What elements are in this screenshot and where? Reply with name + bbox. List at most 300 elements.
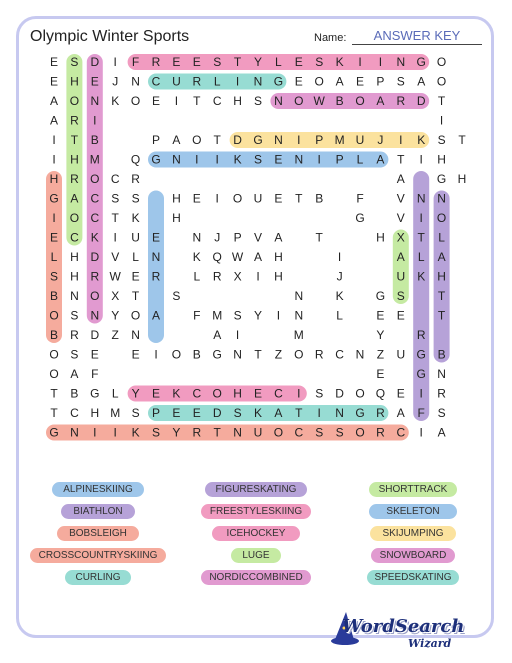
grid-letter: D xyxy=(212,406,222,420)
grid-letter: O xyxy=(49,367,59,381)
grid-letter: G xyxy=(436,172,447,186)
grid-letter: E xyxy=(151,230,161,245)
grid-letter: K xyxy=(131,211,140,225)
grid-letter: S xyxy=(315,55,324,69)
grid-letter: O xyxy=(436,211,447,225)
grid-letter: T xyxy=(437,289,446,303)
grid-letter: X xyxy=(111,289,120,303)
grid-letter: T xyxy=(111,211,119,225)
grid-letter: I xyxy=(235,74,240,89)
grid-letter: N xyxy=(437,191,446,206)
grid-letter: D xyxy=(416,94,426,108)
grid-letter: A xyxy=(396,250,405,264)
word-bank-item: SHORTTRACK xyxy=(369,482,457,497)
word-bank-item: ICEHOCKEY xyxy=(212,526,300,541)
grid-letter: A xyxy=(396,406,405,420)
grid-letter: L xyxy=(438,230,445,245)
grid-letter: I xyxy=(276,308,281,323)
grid-letter: X xyxy=(233,269,242,284)
grid-letter: K xyxy=(192,250,201,264)
grid-letter: N xyxy=(131,74,140,89)
grid-letter: D xyxy=(90,55,100,69)
grid-letter: A xyxy=(151,308,161,323)
grid-letter: J xyxy=(377,133,384,147)
word-bank-item: FIGURESKATING xyxy=(205,482,307,497)
grid-letter: H xyxy=(457,172,467,186)
grid-letter: A xyxy=(70,191,79,206)
grid-letter: H xyxy=(70,250,79,264)
grid-letter: A xyxy=(417,74,426,89)
grid-letter: C xyxy=(212,94,222,108)
grid-letter: N xyxy=(294,308,304,323)
grid-letter: R xyxy=(151,55,161,69)
grid-letter: N xyxy=(192,230,202,245)
grid-letter: W xyxy=(313,94,325,108)
grid-letter: E xyxy=(192,55,201,69)
grid-letter: U xyxy=(253,191,263,206)
grid-letter: C xyxy=(396,425,406,440)
grid-letter: R xyxy=(131,172,140,186)
grid-letter: A xyxy=(376,94,385,108)
grid-letter: D xyxy=(233,133,242,147)
grid-letter: H xyxy=(274,269,283,284)
grid-letter: O xyxy=(294,347,304,362)
grid-letter: C xyxy=(274,386,283,401)
grid-letter: Y xyxy=(172,425,181,440)
grid-letter: U xyxy=(131,230,140,245)
grid-letter: N xyxy=(294,289,304,303)
grid-letter: F xyxy=(356,191,364,206)
grid-letter: C xyxy=(294,425,304,440)
grid-letter: O xyxy=(273,425,284,440)
grid-letter: G xyxy=(273,74,284,89)
grid-letter: G xyxy=(49,425,59,440)
grid-letter: V xyxy=(396,211,405,225)
grid-letter: Q xyxy=(212,250,222,264)
grid-letter: B xyxy=(70,386,79,401)
grid-letter: E xyxy=(49,230,59,245)
grid-letter: M xyxy=(89,152,100,167)
grid-letter: A xyxy=(437,250,446,264)
grid-letter: O xyxy=(355,94,365,108)
grid-letter: H xyxy=(437,152,446,167)
grid-letter: F xyxy=(417,406,425,420)
grid-letter: D xyxy=(335,386,344,401)
grid-letter: K xyxy=(233,152,242,167)
grid-letter: K xyxy=(172,386,181,401)
grid-letter: G xyxy=(90,386,100,401)
grid-letter: R xyxy=(416,328,426,342)
grid-letter: S xyxy=(253,152,263,167)
grid-letter: Z xyxy=(274,347,283,362)
grid-letter: T xyxy=(254,347,262,362)
grid-letter: C xyxy=(70,230,79,245)
grid-letter: A xyxy=(274,406,283,420)
grid-letter: R xyxy=(90,269,100,284)
grid-letter: I xyxy=(235,328,240,342)
grid-letter: K xyxy=(417,133,426,147)
grid-letter: T xyxy=(131,289,140,303)
grid-letter: N xyxy=(253,74,263,89)
word-bank-item: CROSSCOUNTRYSKIING xyxy=(30,548,166,563)
grid-letter: I xyxy=(256,269,260,284)
grid-letter: A xyxy=(253,250,263,264)
grid-letter: A xyxy=(49,113,59,128)
grid-letter: L xyxy=(193,269,201,284)
grid-letter: K xyxy=(131,425,140,440)
grid-letter: V xyxy=(111,250,120,264)
grid-letter: O xyxy=(436,55,447,69)
word-bank-item: BIATHLON xyxy=(61,504,135,519)
grid-letter: N xyxy=(70,289,79,303)
grid-letter: A xyxy=(376,152,385,167)
grid-letter: P xyxy=(315,133,324,147)
grid-letter: E xyxy=(376,308,385,323)
grid-letter: N xyxy=(274,133,283,147)
grid-letter: I xyxy=(439,113,444,128)
word-bank-item: NORDICCOMBINED xyxy=(201,570,311,585)
grid-letter: C xyxy=(151,74,161,89)
grid-letter: M xyxy=(293,328,304,342)
grid-letter: E xyxy=(192,406,201,420)
grid-letter: I xyxy=(337,250,342,264)
grid-letter: S xyxy=(253,94,263,108)
grid-letter: R xyxy=(151,269,161,284)
grid-letter: O xyxy=(69,94,80,108)
word-bank-item: SKELETON xyxy=(369,504,457,519)
grid-letter: O xyxy=(49,308,59,323)
grid-letter: S xyxy=(49,269,59,284)
grid-letter: N xyxy=(151,250,161,264)
grid-letter: O xyxy=(355,425,365,440)
grid-letter: S xyxy=(70,55,79,69)
grid-letter: S xyxy=(151,425,161,440)
grid-letter: H xyxy=(49,172,59,186)
word-bank-item: CURLING xyxy=(65,570,131,585)
logo-subtext: Wizard xyxy=(408,637,452,650)
grid-letter: Z xyxy=(376,347,385,362)
grid-letter: A xyxy=(274,230,283,245)
grid-letter: V xyxy=(253,230,263,245)
grid-letter: P xyxy=(335,152,344,167)
word-bank-item: SPEEDSKATING xyxy=(367,570,459,585)
grid-letter: Y xyxy=(253,55,263,69)
grid-letter: C xyxy=(335,347,344,362)
grid-letter: K xyxy=(253,406,263,420)
grid-letter: O xyxy=(49,347,59,362)
grid-letter: I xyxy=(215,191,219,206)
grid-letter: G xyxy=(416,367,426,381)
grid-letter: S xyxy=(396,74,405,89)
grid-letter: G xyxy=(416,55,426,69)
grid-letter: I xyxy=(113,425,117,440)
grid-letter: H xyxy=(172,191,181,206)
grid-letter: U xyxy=(253,425,263,440)
grid-letter: C xyxy=(90,211,100,225)
grid-letter: B xyxy=(192,347,201,362)
grid-letter: I xyxy=(317,406,321,420)
grid-letter: I xyxy=(174,94,179,108)
grid-letter: T xyxy=(295,191,303,206)
grid-letter: K xyxy=(417,269,426,284)
grid-letter: R xyxy=(376,425,385,440)
grid-letter: S xyxy=(70,347,79,362)
grid-letter: O xyxy=(232,191,243,206)
grid-letter: E xyxy=(151,386,161,401)
grid-letter: N xyxy=(233,425,242,440)
grid-letter: L xyxy=(132,250,139,264)
grid-letter: N xyxy=(90,308,100,323)
grid-letter: N xyxy=(70,425,79,440)
grid-letter: B xyxy=(335,94,344,108)
grid-letter: H xyxy=(437,269,446,284)
grid-letter: H xyxy=(90,406,100,420)
page-title: Olympic Winter Sports xyxy=(30,28,190,45)
grid-letter: T xyxy=(315,230,323,245)
grid-letter: T xyxy=(193,94,201,108)
grid-letter: S xyxy=(315,386,324,401)
grid-letter: R xyxy=(437,386,446,401)
grid-letter: K xyxy=(335,289,344,303)
grid-letter: T xyxy=(50,386,58,401)
grid-letter: B xyxy=(49,289,59,303)
grid-letter: Y xyxy=(131,386,140,401)
grid-letter: S xyxy=(213,55,222,69)
grid-letter: E xyxy=(192,191,201,206)
grid-letter: P xyxy=(233,230,242,245)
grid-letter: E xyxy=(396,308,405,323)
grid-letter: V xyxy=(396,191,405,206)
grid-letter: R xyxy=(314,347,324,362)
grid-letter: S xyxy=(315,425,324,440)
grid-letter: K xyxy=(90,230,99,245)
grid-letter: E xyxy=(294,74,303,89)
word-bank-item: SNOWBOARD xyxy=(371,548,455,563)
grid-letter: Q xyxy=(375,386,386,401)
grid-letter: E xyxy=(355,74,365,89)
grid-letter: O xyxy=(294,94,304,108)
grid-letter: I xyxy=(419,211,423,225)
grid-letter: L xyxy=(111,386,119,401)
grid-letter: K xyxy=(111,94,120,108)
grid-letter: T xyxy=(417,230,425,245)
grid-letter: H xyxy=(274,250,283,264)
grid-letter: G xyxy=(212,347,222,362)
grid-letter: T xyxy=(50,406,58,420)
grid-letter: S xyxy=(233,308,242,323)
grid-letter: I xyxy=(52,133,56,147)
grid-letter: L xyxy=(275,55,282,69)
grid-letter: U xyxy=(396,269,406,284)
grid-letter: O xyxy=(314,74,324,89)
grid-letter: S xyxy=(172,289,181,303)
grid-letter: S xyxy=(335,425,344,440)
grid-letter: A xyxy=(437,425,446,440)
grid-letter: L xyxy=(417,250,425,264)
grid-letter: N xyxy=(294,152,304,167)
grid-letter: I xyxy=(93,113,97,128)
grid-letter: E xyxy=(172,406,181,420)
grid-letter: S xyxy=(437,133,446,147)
grid-letter: S xyxy=(233,406,242,420)
grid-letter: G xyxy=(49,191,59,206)
grid-letter: E xyxy=(172,55,181,69)
grid-letter: G xyxy=(253,133,263,147)
grid-letter: C xyxy=(70,406,79,420)
grid-letter: N xyxy=(274,94,283,108)
grid-letter: I xyxy=(378,55,383,69)
grid-letter: P xyxy=(151,133,161,147)
grid-letter: T xyxy=(233,55,242,69)
grid-letter: T xyxy=(213,425,221,440)
grid-letter: R xyxy=(192,74,202,89)
grid-letter: I xyxy=(399,133,403,147)
grid-letter: H xyxy=(233,386,242,401)
grid-letter: N xyxy=(172,152,181,167)
grid-letter: M xyxy=(110,406,121,420)
grid-letter: J xyxy=(336,269,343,284)
grid-letter: R xyxy=(192,425,202,440)
grid-letter: S xyxy=(131,191,140,206)
logo-text: WordSearch xyxy=(342,616,465,637)
grid-letter: E xyxy=(131,269,140,284)
grid-letter: E xyxy=(49,74,59,89)
grid-letter: U xyxy=(172,74,181,89)
grid-letter: A xyxy=(70,367,79,381)
grid-letter: C xyxy=(90,191,100,206)
grid-letter: R xyxy=(70,172,79,186)
grid-letter: R xyxy=(212,269,222,284)
grid-letter: T xyxy=(437,94,446,108)
grid-letter: S xyxy=(131,406,140,420)
grid-letter: O xyxy=(90,172,100,186)
grid-letter: N xyxy=(335,406,344,420)
grid-letter: F xyxy=(91,367,99,381)
grid-letter: O xyxy=(69,211,80,225)
grid-letter: I xyxy=(297,133,301,147)
grid-letter: G xyxy=(375,289,386,303)
grid-letter: I xyxy=(52,211,56,225)
grid-letter: P xyxy=(376,74,385,89)
grid-letter: E xyxy=(90,74,99,89)
grid-letter: B xyxy=(315,191,324,206)
grid-letter: I xyxy=(195,152,199,167)
grid-letter: E xyxy=(274,152,283,167)
grid-letter: P xyxy=(151,406,161,420)
grid-letter: E xyxy=(294,55,303,69)
grid-letter: Y xyxy=(253,308,263,323)
grid-letter: I xyxy=(113,230,117,245)
grid-letter: E xyxy=(151,94,161,108)
grid-letter: B xyxy=(90,133,99,147)
grid-letter: M xyxy=(212,308,223,323)
grid-letter: C xyxy=(110,172,120,186)
grid-letter: E xyxy=(49,55,59,69)
answer-highlights xyxy=(46,54,450,441)
grid-letter: I xyxy=(317,152,321,167)
name-label: Name: xyxy=(314,32,347,44)
grid-letter: F xyxy=(193,308,201,323)
grid-letter: I xyxy=(297,386,301,401)
word-bank-item: FREESTYLESKIING xyxy=(201,504,311,519)
grid-letter: H xyxy=(233,94,242,108)
grid-letter: L xyxy=(50,250,58,264)
grid-letter: I xyxy=(419,152,423,167)
grid-letter: C xyxy=(192,386,202,401)
grid-letter: L xyxy=(336,308,343,323)
grid-letter: K xyxy=(335,55,344,69)
grid-letter: Z xyxy=(111,328,119,342)
grid-letter: I xyxy=(419,425,423,440)
grid-letter: R xyxy=(396,94,406,108)
grid-letter: H xyxy=(376,230,385,245)
grid-letter: E xyxy=(253,386,263,401)
grid-letter: T xyxy=(437,308,446,323)
grid-letter: O xyxy=(90,289,100,303)
grid-letter: O xyxy=(436,74,447,89)
grid-letter: D xyxy=(90,250,100,264)
grid-letter: M xyxy=(334,133,345,147)
grid-letter: O xyxy=(212,386,222,401)
grid-letter: R xyxy=(376,406,385,420)
grid-letter: A xyxy=(172,133,181,147)
grid-letter: D xyxy=(90,328,100,342)
grid-letter: Y xyxy=(111,308,120,323)
grid-letter: E xyxy=(274,191,283,206)
grid-letter: O xyxy=(130,308,141,323)
grid-letter: H xyxy=(172,211,181,225)
grid-letter: B xyxy=(49,328,59,342)
wordsearch-wizard-logo xyxy=(330,610,470,654)
grid-letter: N xyxy=(233,347,242,362)
grid-letter: E xyxy=(396,386,405,401)
grid-letter: H xyxy=(70,269,79,284)
grid-letter: N xyxy=(416,191,426,206)
grid-letter: Q xyxy=(130,152,141,167)
grid-letter: N xyxy=(131,328,140,342)
grid-letter: T xyxy=(458,133,466,147)
grid-letter: L xyxy=(356,152,364,167)
grid-letter: O xyxy=(171,347,182,362)
name-field[interactable]: ANSWER KEY xyxy=(352,28,482,45)
grid-letter: G xyxy=(416,347,426,362)
grid-letter: I xyxy=(52,152,56,167)
grid-letter: T xyxy=(70,133,79,147)
grid-letter: F xyxy=(131,55,140,69)
grid-letter: T xyxy=(213,133,221,147)
grid-letter: G xyxy=(151,152,161,167)
word-bank-item: LUGE xyxy=(231,548,281,563)
grid-letter: O xyxy=(130,94,141,108)
grid-letter: W xyxy=(109,269,121,284)
grid-letter: N xyxy=(90,94,100,108)
grid-letter: E xyxy=(131,347,140,362)
grid-letter: G xyxy=(355,211,365,225)
grid-letter: I xyxy=(93,425,97,440)
grid-letter: S xyxy=(437,406,446,420)
grid-letter: N xyxy=(355,347,365,362)
grid-letter: T xyxy=(397,152,405,167)
grid-letter: I xyxy=(154,347,158,362)
grid-letter: J xyxy=(214,230,221,245)
grid-letter: S xyxy=(111,191,120,206)
grid-letter: A xyxy=(396,172,405,186)
grid-letter: I xyxy=(215,152,219,167)
grid-letter: A xyxy=(49,94,59,108)
grid-letter: I xyxy=(419,386,423,401)
grid-letter: W xyxy=(231,250,244,264)
grid-letter: L xyxy=(213,74,221,89)
